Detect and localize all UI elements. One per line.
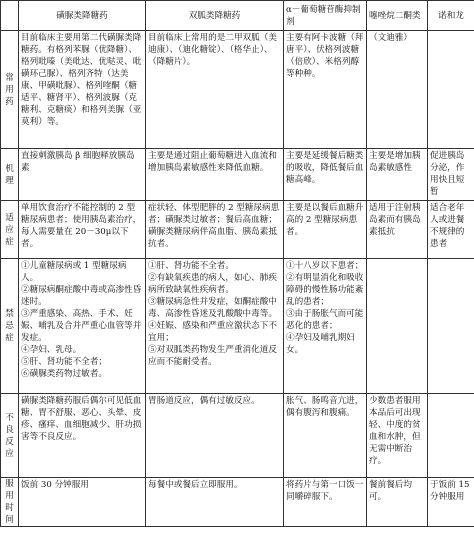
cell-adverse-novonorm — [428, 394, 474, 478]
cell-contraindications-thiazolidinediones — [367, 259, 428, 394]
cell-adverse-alpha-glucosidase — [284, 394, 367, 478]
cell-indications-alpha-glucosidase — [284, 201, 367, 259]
cell-timing-sulfonylureas — [19, 478, 146, 527]
cell-timing-thiazolidinediones — [367, 478, 428, 527]
cell-contraindications-biguanides — [146, 259, 284, 394]
cell-text: ④妊娠、感染和严重应激状态下不宜用； — [148, 321, 277, 343]
cell-drugs-biguanides — [146, 31, 284, 149]
cell-text: 目前临床上常用的是二甲双胍（美迪康）、（迪化糖锭）、（格华止）、（降糖片）。 — [148, 33, 277, 67]
cell-text: 症状轻、体型肥胖的 2 型糖尿病患者；磺脲类过敏者；餐后高血糖；磺脲类糖尿病伴高血脂、胰岛素抵抗者。 — [148, 203, 280, 249]
header-row — [1, 1, 474, 31]
cell-text: 单用饮食治疗不能控制的 2 型糖尿病患者；使用胰岛素治疗，每人需要量在 20－30μ以下者。 — [21, 203, 142, 249]
header-alpha-glucosidase-inhibitors: α－葡萄糖苷酶抑制剂 — [284, 1, 367, 31]
cell-contraindications-novonorm — [428, 259, 474, 394]
header-blank — [1, 1, 19, 31]
cell-indications-biguanides — [146, 201, 284, 259]
cell-text: ①十八岁以下患者； — [286, 261, 364, 271]
cell-text: 于饭前 15 分钟服用 — [430, 480, 470, 502]
cell-text: 每餐中或餐后立即服用。 — [148, 480, 243, 490]
row-header-mechanism — [1, 149, 19, 201]
cell-text: 少数患者服用本品后可出现轻、中度的贫血和水肿，但无需中断治疗。 — [369, 396, 421, 466]
cell-adverse-thiazolidinediones — [367, 394, 428, 478]
header-biguanides: 双胍类降糖药 — [146, 1, 284, 31]
table-row-indications — [1, 201, 474, 259]
cell-text: 饭前 30 分钟服用 — [21, 480, 89, 490]
cell-text: 餐前餐后均可。 — [369, 480, 412, 502]
table-row-drugs — [1, 31, 474, 149]
cell-text: ③严重感染、高热、手术、妊娠、哺乳及合并严重心血管等并发症。 — [21, 309, 142, 343]
cell-indications-sulfonylureas — [19, 201, 146, 259]
row-header-label: 不良反应 — [5, 412, 14, 459]
cell-timing-novonorm — [428, 478, 474, 527]
row-header-label: 服用时间 — [5, 479, 14, 525]
table-row-adverse — [1, 394, 474, 478]
cell-text: ④孕妇及哺乳期妇女。 — [286, 333, 355, 355]
cell-text: 主要是延缓餐后糖类的吸收，降低餐后血糖高峰。 — [286, 151, 364, 185]
cell-mechanism-alpha-glucosidase — [284, 149, 367, 201]
table-row-mechanism — [1, 149, 474, 201]
cell-text: ⑥磺脲类药物过敏者。 — [21, 369, 107, 379]
cell-text: ③糖尿病急性并发症，如酮症酸中毒、高渗性昏迷及乳酸酸中毒等。 — [148, 297, 277, 319]
row-header-label: 常用药 — [5, 72, 14, 107]
cell-contraindications-alpha-glucosidase — [284, 259, 367, 394]
cell-text: ②有明显消化和吸收障碍的慢性肠功能紊乱的患者； — [286, 273, 364, 307]
cell-text: 直接刺激胰岛 β 细胞释放胰岛素 — [21, 151, 135, 173]
row-header-contraindications — [1, 259, 19, 394]
cell-text: ②有缺氧疾患的病人，如心、肺疾病所致缺氧性疾病者。 — [148, 273, 277, 295]
header-novonorm: 诺和龙 — [428, 1, 474, 31]
cell-text: 胃肠道反应，偶有过敏反应。 — [148, 396, 260, 406]
cell-drugs-sulfonylureas — [19, 31, 146, 149]
cell-text: ②糖尿病酮症酸中毒或高渗性昏迷时。 — [21, 285, 142, 307]
cell-text: ①肝、肾功能不全者。 — [148, 261, 234, 271]
cell-text: 将药片与第一口饭一同嚼碎服下。 — [286, 480, 364, 502]
table-row-timing — [1, 478, 474, 527]
cell-text: 胀气、肠鸣音亢进，偶有腹泻和腹痛。 — [286, 396, 364, 418]
row-header-drugs — [1, 31, 19, 149]
cell-text: ④孕妇、乳母。 — [21, 345, 82, 355]
table-row-contraindications — [1, 259, 474, 394]
row-header-timing — [1, 478, 19, 527]
cell-text: （文迪雅） — [369, 33, 412, 43]
cell-mechanism-biguanides — [146, 149, 284, 201]
cell-drugs-alpha-glucosidase — [284, 31, 367, 149]
cell-adverse-sulfonylureas — [19, 394, 146, 478]
cell-mechanism-sulfonylureas — [19, 149, 146, 201]
cell-text: 目前临床主要用第二代磺脲类降糖药。有格列苯脲（优降糖）、格列吡嗪（美吡达、优哒灵、吡磺环己脲）、格列齐特（达美康、甲磺吡脲）、格列喹酮（糖适平、糖肾平）、格列波脲（克糖利、克糖痰）和格列美脲（亚莫利）等。 — [21, 33, 142, 127]
cell-text: ③由于肠胀气而可能恶化的患者； — [286, 309, 364, 331]
header-sulfonylureas: 磺脲类降糖药 — [19, 1, 146, 31]
header-thiazolidinediones: 噻唑烷二酮类 — [367, 1, 428, 31]
cell-adverse-biguanides — [146, 394, 284, 478]
cell-indications-novonorm — [428, 201, 474, 259]
cell-text: 促进胰岛分泌，作用快且短暂 — [430, 151, 465, 197]
cell-text: 主要是以餐后血糖升高的 2 型糖尿病患者。 — [286, 203, 364, 237]
cell-drugs-thiazolidinediones — [367, 31, 428, 149]
cell-text: ⑤肝、肾功能不全者； — [21, 357, 107, 367]
cell-timing-alpha-glucosidase — [284, 478, 367, 527]
cell-text: 适用于注射胰岛素而有胰岛素抵抗 — [369, 203, 421, 237]
cell-timing-biguanides — [146, 478, 284, 527]
row-header-indications — [1, 201, 19, 259]
cell-text: 主要是通过阻止葡萄糖进入血流和增加胰岛素敏感性来降低血糖。 — [148, 151, 277, 173]
cell-mechanism-thiazolidinediones — [367, 149, 428, 201]
cell-text: 主要有阿卡波糖（拜唐平）、伏格列波糖（倍欣）、米格列醇等种种。 — [286, 33, 364, 79]
cell-text: ⑤对双胍类药物发生严重消化道反应而不能耐受者。 — [148, 345, 277, 367]
row-header-adverse — [1, 394, 19, 478]
cell-text: ①儿童糖尿病或 1 型糖尿病人。 — [21, 261, 127, 283]
cell-contraindications-sulfonylureas — [19, 259, 146, 394]
cell-text: 磺脲类降糖药服后偶尔可见低血糖、胃不舒服、恶心、头晕、皮疹、瘙痒、血细胞减少、肝功损害等不良反应。 — [21, 396, 142, 442]
cell-text: 主要是增加胰岛素敏感性 — [369, 151, 421, 173]
cell-drugs-novonorm — [428, 31, 474, 149]
cell-indications-thiazolidinediones — [367, 201, 428, 259]
cell-text: 适合老年人或进餐不规律的患者 — [430, 203, 465, 249]
row-header-label: 禁忌症 — [5, 309, 14, 343]
cell-mechanism-novonorm — [428, 149, 474, 201]
row-header-label: 适应症 — [5, 212, 14, 247]
row-header-label: 机理 — [5, 163, 14, 186]
